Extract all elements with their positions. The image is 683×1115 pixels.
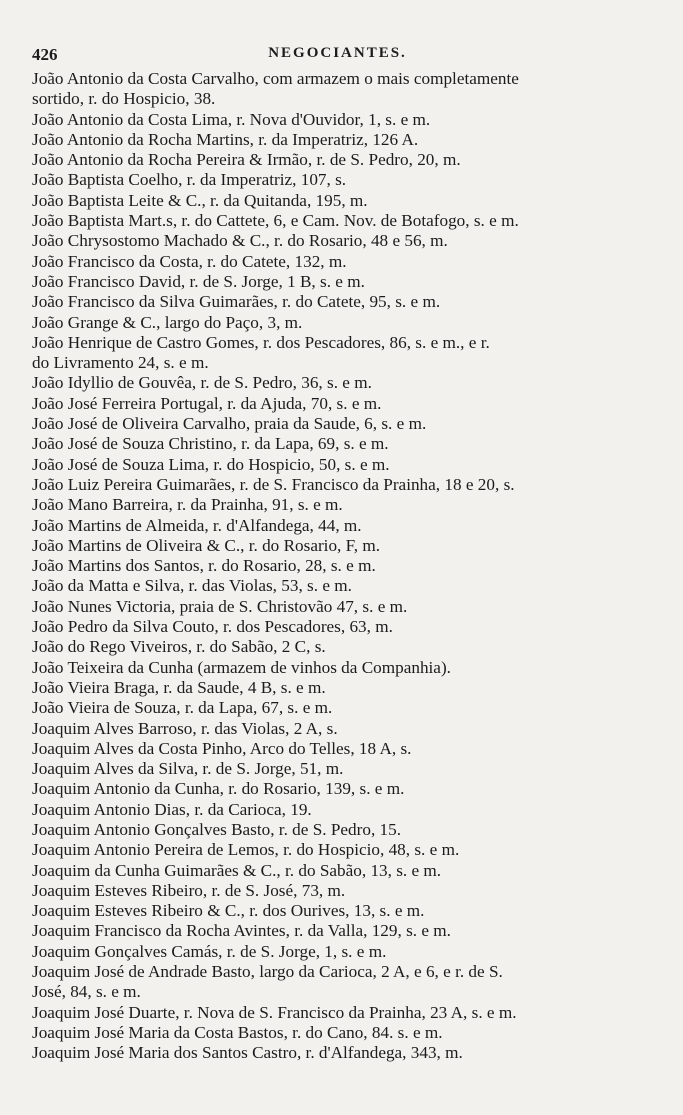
entry-line: Joaquim Esteves Ribeiro & C., r. dos Ourives, 13, s. e m. (32, 901, 425, 921)
list-item (32, 211, 643, 231)
list-item (32, 759, 643, 779)
list-item (32, 942, 643, 962)
list-item (32, 556, 643, 576)
entry-line: João do Rego Viveiros, r. do Sabão, 2 C, s. (32, 637, 326, 657)
list-item (32, 739, 643, 759)
entry-line: João Henrique de Castro Gomes, r. dos Pescadores, 86, s. e m., e r. (32, 332, 490, 352)
list-item (32, 861, 643, 881)
entry-line: João José de Oliveira Carvalho, praia da Saude, 6, s. e m. (32, 414, 427, 434)
entry-line: Joaquim Gonçalves Camás, r. de S. Jorge, 1, s. e m. (32, 941, 387, 961)
list-item (32, 820, 643, 840)
list-item (32, 414, 643, 434)
directory-entries (32, 69, 643, 1064)
list-item (32, 800, 643, 820)
entry-line: João Antonio da Rocha Pereira & Irmão, r. de S. Pedro, 20, m. (32, 150, 461, 170)
entry-line: João José de Souza Lima, r. do Hospicio, 50, s. e m. (32, 454, 390, 474)
entry-line: Joaquim José de Andrade Basto, largo da Carioca, 2 A, e 6, e r. de S. (32, 962, 503, 982)
entry-line: João Martins de Oliveira & C., r. do Rosario, F, m. (32, 535, 381, 555)
list-item (32, 130, 643, 150)
list-item (32, 678, 643, 698)
entry-line: José, 84, s. e m. (32, 982, 141, 1002)
entry-line: Joaquim Antonio da Cunha, r. do Rosario, 139, s. e m. (32, 779, 405, 799)
entry-line: João Teixeira da Cunha (armazem de vinhos da Companhia). (32, 657, 451, 677)
entry-line: Joaquim Antonio Pereira de Lemos, r. do Hospicio, 48, s. e m. (32, 840, 460, 860)
entry-line: João Grange & C., largo do Paço, 3, m. (32, 312, 303, 332)
list-item (32, 495, 643, 515)
entry-line: João Mano Barreira, r. da Prainha, 91, s. e m. (32, 495, 343, 515)
entry-line: Joaquim José Maria dos Santos Castro, r. d'Alfandega, 343, m. (32, 1043, 463, 1063)
list-item (32, 779, 643, 799)
entry-line: Joaquim da Cunha Guimarães & C., r. do Sabão, 13, s. e m. (32, 860, 442, 880)
list-item (32, 881, 643, 901)
list-item (32, 373, 643, 393)
running-head (32, 45, 643, 67)
list-item (32, 434, 643, 454)
entry-line: do Livramento 24, s. e m. (32, 353, 209, 373)
entry-line: João Francisco da Costa, r. do Catete, 132, m. (32, 251, 347, 271)
entry-line: sortido, r. do Hospicio, 38. (32, 89, 216, 109)
entry-line: João Chrysostomo Machado & C., r. do Rosario, 48 e 56, m. (32, 231, 448, 251)
list-item (32, 69, 643, 110)
list-item (32, 576, 643, 596)
entry-line: João Baptista Coelho, r. da Imperatriz, 107, s. (32, 170, 347, 190)
list-item (32, 170, 643, 190)
list-item (32, 1003, 643, 1023)
list-item (32, 840, 643, 860)
list-item (32, 536, 643, 556)
list-item (32, 191, 643, 211)
entry-line: João José Ferreira Portugal, r. da Ajuda, 70, s. e m. (32, 393, 382, 413)
list-item (32, 455, 643, 475)
list-item (32, 272, 643, 292)
entry-line: Joaquim Alves da Costa Pinho, Arco do Telles, 18 A, s. (32, 738, 412, 758)
entry-line: João Francisco da Silva Guimarães, r. do Catete, 95, s. e m. (32, 292, 441, 312)
list-item (32, 1043, 643, 1063)
entry-line: Joaquim Esteves Ribeiro, r. de S. José, 73, m. (32, 880, 346, 900)
entry-line: Joaquim Francisco da Rocha Avintes, r. da Valla, 129, s. e m. (32, 921, 451, 941)
list-item (32, 698, 643, 718)
entry-line: João Martins dos Santos, r. do Rosario, 28, s. e m. (32, 556, 376, 576)
list-item (32, 1023, 643, 1043)
entry-line: João Martins de Almeida, r. d'Alfandega, 44, m. (32, 515, 362, 535)
entry-line: João Antonio da Costa Carvalho, com armazem o mais completamente (32, 69, 519, 88)
list-item (32, 475, 643, 495)
list-item (32, 150, 643, 170)
entry-line: João Luiz Pereira Guimarães, r. de S. Francisco da Prainha, 18 e 20, s. (32, 474, 515, 494)
entry-line: Joaquim Alves Barroso, r. das Violas, 2 A, s. (32, 718, 338, 738)
entry-line: Joaquim José Duarte, r. Nova de S. Francisco da Prainha, 23 A, s. e m. (32, 1002, 517, 1022)
list-item (32, 110, 643, 130)
entry-line: Joaquim Alves da Silva, r. de S. Jorge, 51, m. (32, 759, 344, 779)
entry-line: João José de Souza Christino, r. da Lapa, 69, s. e m. (32, 434, 389, 454)
entry-line: Joaquim Antonio Gonçalves Basto, r. de S. Pedro, 15. (32, 819, 402, 839)
list-item (32, 394, 643, 414)
entry-line: João Pedro da Silva Couto, r. dos Pescadores, 63, m. (32, 617, 393, 637)
page-number: 426 (32, 45, 58, 64)
entry-line: João Francisco David, r. de S. Jorge, 1 B, s. e m. (32, 271, 365, 291)
entry-line: João Vieira de Souza, r. da Lapa, 67, s. e m. (32, 698, 333, 718)
list-item (32, 292, 643, 312)
list-item (32, 597, 643, 617)
entry-line: João Baptista Mart.s, r. do Cattete, 6, e Cam. Nov. de Botafogo, s. e m. (32, 211, 519, 231)
entry-line: João Idyllio de Gouvêa, r. de S. Pedro, 36, s. e m. (32, 373, 372, 393)
list-item (32, 516, 643, 536)
entry-line: João Baptista Leite & C., r. da Quitanda, 195, m. (32, 190, 368, 210)
list-item (32, 962, 643, 1003)
list-item (32, 719, 643, 739)
entry-line: Joaquim Antonio Dias, r. da Carioca, 19. (32, 799, 312, 819)
list-item (32, 333, 643, 374)
entry-line: João da Matta e Silva, r. das Violas, 53, s. e m. (32, 576, 352, 596)
list-item (32, 637, 643, 657)
list-item (32, 313, 643, 333)
list-item (32, 901, 643, 921)
running-title: NEGOCIANTES. (268, 45, 407, 61)
entry-line: João Antonio da Costa Lima, r. Nova d'Ouvidor, 1, s. e m. (32, 109, 431, 129)
list-item (32, 617, 643, 637)
list-item (32, 252, 643, 272)
list-item (32, 231, 643, 251)
entry-line: João Nunes Victoria, praia de S. Christovão 47, s. e m. (32, 596, 408, 616)
entry-line: João Vieira Braga, r. da Saude, 4 B, s. e m. (32, 677, 326, 697)
list-item (32, 658, 643, 678)
entry-line: João Antonio da Rocha Martins, r. da Imperatriz, 126 A. (32, 129, 419, 149)
list-item (32, 921, 643, 941)
entry-line: Joaquim José Maria da Costa Bastos, r. do Cano, 84. s. e m. (32, 1022, 443, 1042)
